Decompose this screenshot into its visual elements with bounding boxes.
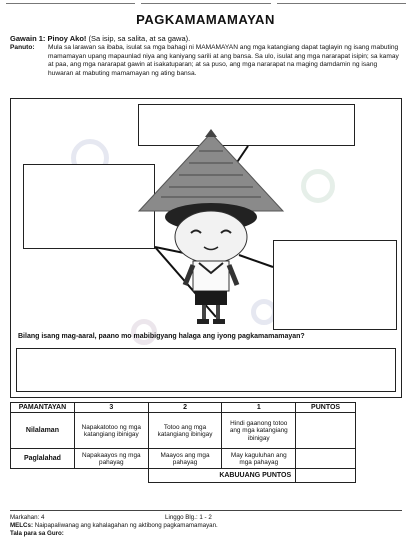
header-fill-lines <box>6 0 406 5</box>
illustration-frame <box>10 98 402 398</box>
divider <box>10 510 402 511</box>
rubric-cell: Hindi gaanong totoo ang mga katangiang ibinigay <box>222 413 296 449</box>
activity-label: Gawain 1: Pinoy Ako! <box>10 34 87 43</box>
activity-note: (Sa isip, sa salita, at sa gawa). <box>88 34 191 43</box>
instructions-label: Panuto: <box>10 44 35 51</box>
rubric-score-cell[interactable] <box>296 449 356 469</box>
linggo: Linggo Blg.: 1 - 2 <box>165 514 212 521</box>
rubric-cell: Maayos ang mga pahayag <box>148 449 222 469</box>
fill-line <box>277 0 406 4</box>
rubric-cell: Napakaayos ng mga pahayag <box>74 449 148 469</box>
markahan: Markahan: 4 <box>10 514 45 521</box>
scoring-rubric <box>10 402 356 483</box>
rubric-header-row <box>11 403 356 413</box>
total-points-label: KABUUANG PUNTOS <box>148 469 295 483</box>
rubric-cell: Totoo ang mga katangiang ibinigay <box>148 413 222 449</box>
rubric-empty-cell <box>11 469 75 483</box>
melcs-text: Naipapaliwanag ang kahalagahan ng aktibong pagkamamamayan. <box>34 522 218 529</box>
melcs-line <box>10 522 218 529</box>
rubric-criterion: Paglalahad <box>11 449 75 469</box>
rubric-row <box>11 449 356 469</box>
rubric-header: PUNTOS <box>296 403 356 413</box>
fill-line <box>6 0 135 4</box>
total-points-cell[interactable] <box>296 469 356 483</box>
instructions <box>10 44 402 78</box>
activity-heading <box>10 34 190 43</box>
rubric-total-row <box>11 469 356 483</box>
rubric-score-cell[interactable] <box>296 413 356 449</box>
rubric-row <box>11 413 356 449</box>
teacher-note-label: Tala para sa Guro: <box>10 530 64 537</box>
rubric-header: 2 <box>148 403 222 413</box>
rubric-cell: Napakatotoo ng mga katangiang ibinigay <box>74 413 148 449</box>
fill-line <box>141 0 270 4</box>
rubric-cell: May kaguluhan ang mga pahayag <box>222 449 296 469</box>
rubric-header: PAMANTAYAN <box>11 403 75 413</box>
melcs-label: MELCs: <box>10 522 34 529</box>
reflection-question: Bilang isang mag-aaral, paano mo mabibigyang halaga ang iyong pagkamamamayan? <box>18 333 305 340</box>
reflection-answer-box[interactable] <box>16 348 396 392</box>
page-title: PAGKAMAMAMAYAN <box>136 12 275 27</box>
rubric-header: 3 <box>74 403 148 413</box>
rubric-criterion: Nilalaman <box>11 413 75 449</box>
rubric-empty-cell <box>74 469 148 483</box>
rubric-header: 1 <box>222 403 296 413</box>
instructions-text: Mula sa larawan sa ibaba, isulat sa mga bahagi ni MAMAMAYAN ang mga katangiang dapat taglayin ng isang mabuting mamamayan upang mapaunlad niya ang kaniyang sarili at ang bansa. Sa ulo, isulat ang mga nararapat isipin; sa kamay at paa, ang mga nararapat gawin at isakatuparan; at sa puso, ang mga nararapat na maging damdamin ng isang huwaran at mabuting mamamayan ng ating bansa. <box>48 44 399 77</box>
